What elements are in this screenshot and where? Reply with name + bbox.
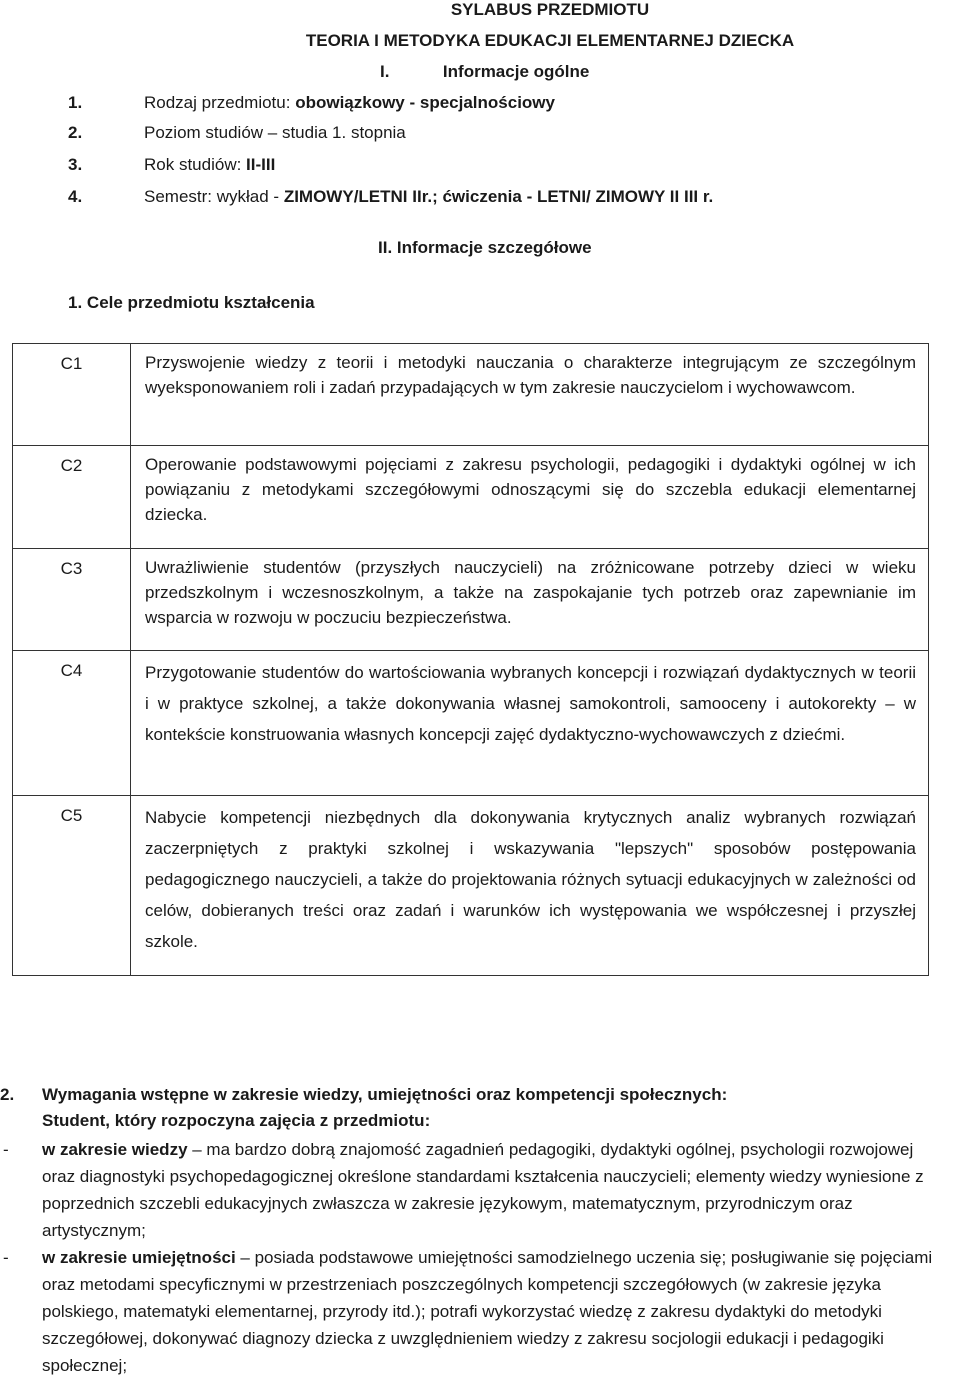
cele-text: Przygotowanie studentów do wartościowania wybranych koncepcji i rozwiązań dydaktycznych w teorii i w praktyce szkolnej, a także dokonywania własnej samokontroli, samooceny i autokorekty – w kontekście konstruowania własnych koncepcji zajęć dydaktyczno-wychowawczych z dziećmi. xyxy=(131,651,929,796)
requirements-list xyxy=(0,1136,950,1379)
item-label: Poziom studiów – studia 1. stopnia xyxy=(144,123,406,142)
table-row xyxy=(13,651,929,796)
cele-code: C4 xyxy=(13,651,131,796)
item-label: Semestr: wykład - xyxy=(144,187,284,206)
item-label: Rok studiów: xyxy=(144,155,247,174)
document-title: SYLABUS PRZEDMIOTU xyxy=(450,0,650,19)
cele-text: Operowanie podstawowymi pojęciami z zakresu psychologii, pedagogiki i dydaktyki ogólnej w ich powiązaniu z metodykami szczegółowymi odnoszącymi się do szczebla edukacji elementarnej dziecka. xyxy=(131,446,929,549)
section-2-title: Informacje szczegółowe xyxy=(396,238,592,257)
table-row xyxy=(13,446,929,549)
general-info-item xyxy=(68,187,713,207)
cele-text: Nabycie kompetencji niezbędnych dla dokonywania krytycznych analiz wybranych rozwiązań zaczerpniętych z praktyki szkolnej i wskazywania "lepszych" sposobów postępowania pedagogicznego nauczycieli, a także do projektowania różnych sytuacji edukacyjnych w zależności od celów, dobieranych treści oraz zadań i warunków ich występowania we współczesnej i przyszłej szkole. xyxy=(131,796,929,976)
item-value: ZIMOWY/LETNI IIr.; ćwiczenia - LETNI/ ZIMOWY II III r. xyxy=(283,187,714,206)
item-label: w zakresie wiedzy xyxy=(42,1140,188,1159)
general-info-item xyxy=(68,93,555,113)
requirements-subheading: Student, który rozpoczyna zajęcia z przedmiotu: xyxy=(42,1111,431,1130)
table-row xyxy=(13,344,929,446)
section-2-number: II. xyxy=(378,238,393,257)
requirements-heading xyxy=(0,1085,727,1105)
item-label: Rodzaj przedmiotu: xyxy=(144,93,296,112)
list-dash: - xyxy=(3,1248,9,1267)
cele-code: C1 xyxy=(13,344,131,446)
item-text: – posiada podstawowe umiejętności samodzielnego uczenia się; posługiwanie się pojęciami oraz metodami specyficznymi w przestrzeniach poszczególnych kompetencji szczegółowych (w zakresie języka polskiego, matematyki elementarnej, przyrody itd.); potrafi wykorzystać wiedzę z zakresu dydaktyki do metodyki szczegółowej, dokonywać diagnozy dziecka z uwzględnieniem wiedzy z zakresu socjologii edukacji i pedagogiki społecznej; xyxy=(42,1248,933,1375)
item-value: obowiązkowy - specjalnościowy xyxy=(295,93,555,112)
cele-text: Uwrażliwienie studentów (przyszłych nauczycieli) na zróżnicowane potrzeby dzieci w wieku przedszkolnym i wczesnoszkolnym, a także na zaspokajanie tych potrzeb oraz zapewnianie im wsparcia w rozwoju w poczuciu bezpieczeństwa. xyxy=(131,549,929,651)
cele-code: C3 xyxy=(13,549,131,651)
cele-heading-number: 1. xyxy=(68,293,83,312)
table-row xyxy=(13,549,929,651)
item-number: 1. xyxy=(68,93,83,112)
cele-table xyxy=(12,343,929,976)
cele-code: C5 xyxy=(13,796,131,976)
general-info-item xyxy=(68,155,275,175)
cele-heading-title: Cele przedmiotu kształcenia xyxy=(86,293,315,312)
item-value: II-III xyxy=(246,155,276,174)
requirements-title: Wymagania wstępne w zakresie wiedzy, umiejętności oraz kompetencji społecznych: xyxy=(42,1085,728,1104)
item-number: 4. xyxy=(68,187,83,206)
cele-text: Przyswojenie wiedzy z teorii i metodyki nauczania o charakterze integrującym ze szczególnym wyeksponowaniem roli i zadań przypadających w tym zakresie nauczycielom i wychowawcom. xyxy=(131,344,929,446)
section-1-heading xyxy=(380,62,589,82)
item-number: 3. xyxy=(68,155,83,174)
item-text: – ma bardzo dobrą znajomość zagadnień pedagogiki, dydaktyki ogólnej, psychologii rozwojowej oraz diagnostyki psychopedagogicznej określone standardami kształcenia nauczycieli; elementy wiedzy wyniesione z poprzednich szczebli edukacyjnych zwłaszcza w zakresie językowym, matematycznym, przyrodniczym oraz artystycznym; xyxy=(42,1140,924,1240)
cele-code: C2 xyxy=(13,446,131,549)
section-1-title: Informacje ogólne xyxy=(442,62,590,81)
item-number: 2. xyxy=(68,123,83,142)
section-2-heading xyxy=(378,238,592,258)
table-row xyxy=(13,796,929,976)
cele-heading xyxy=(68,293,315,313)
section-1-number: I. xyxy=(380,62,390,81)
course-name: TEORIA I METODYKA EDUKACJI ELEMENTARNEJ DZIECKA xyxy=(305,31,795,50)
list-dash: - xyxy=(3,1140,9,1159)
general-info-item xyxy=(68,123,406,143)
list-item xyxy=(0,1136,950,1244)
requirements-number: 2. xyxy=(0,1085,15,1104)
item-label: w zakresie umiejętności xyxy=(42,1248,236,1267)
list-item xyxy=(0,1244,950,1379)
